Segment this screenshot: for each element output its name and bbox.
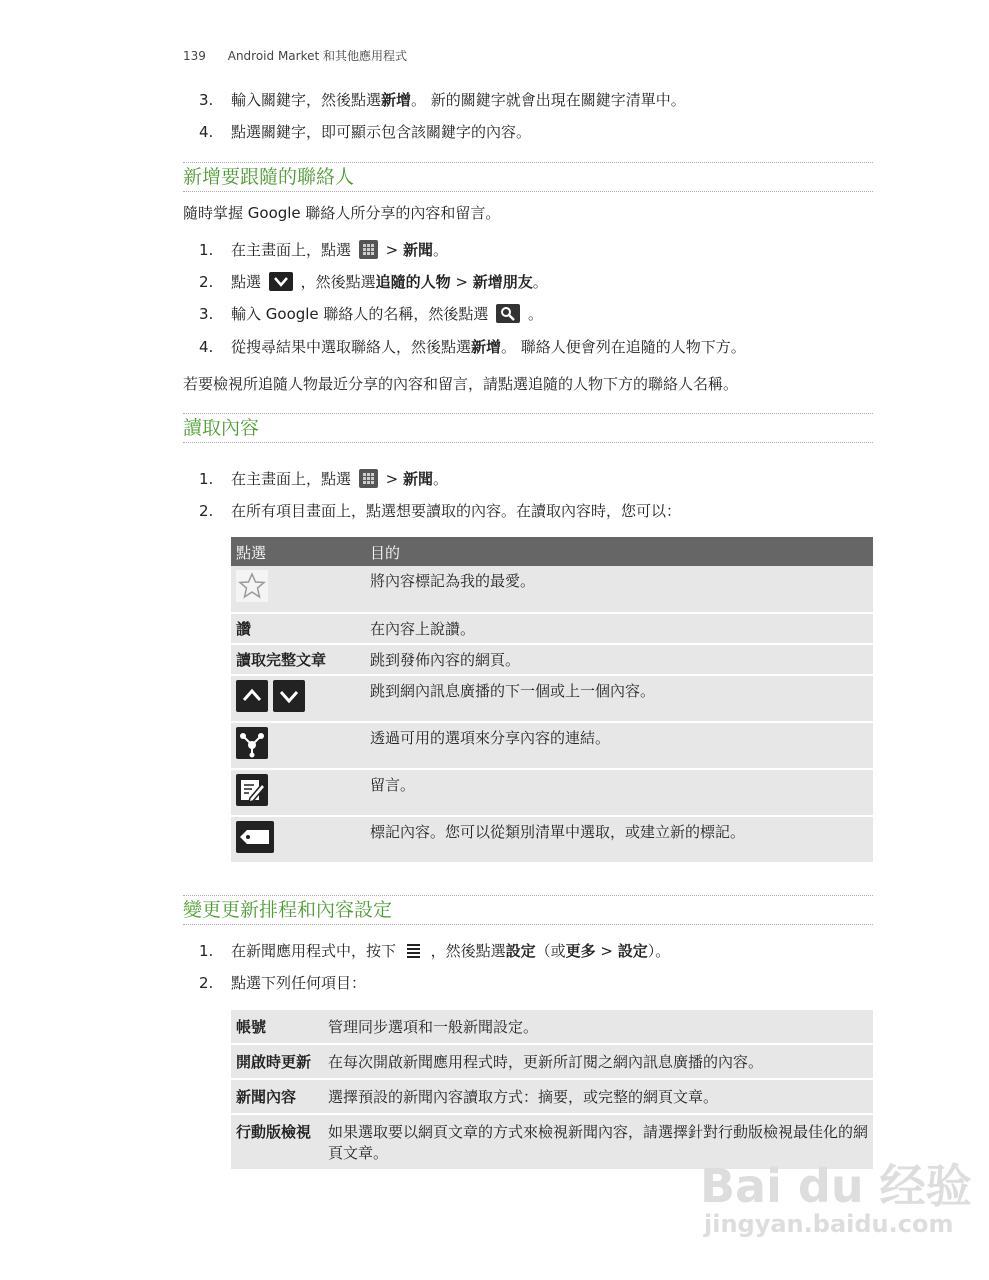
list-item: 1. 在新聞應用程式中，按下 ，然後點選設定（或更多 > 設定）。 [199, 942, 671, 960]
list-item: 1. 在主畫面上，點選 > 新聞。 [199, 470, 448, 488]
section-heading [183, 162, 873, 192]
table-row: 讚 在內容上說讚。 [231, 613, 873, 644]
apps-grid-icon [359, 469, 378, 488]
dropdown-icon [269, 272, 293, 291]
watermark-url: jingyan.baidu.com [704, 1210, 954, 1238]
list-item: 2. 在所有項目畫面上，點選想要讀取的內容。在讀取內容時，您可以： [199, 502, 682, 520]
list-item: 4. 從搜尋結果中選取聯絡人，然後點選新增。 聯絡人便會列在追隨的人物下方。 [199, 338, 746, 356]
section-heading [183, 413, 873, 443]
list-item: 1. 在主畫面上，點選 > 新聞。 [199, 241, 448, 259]
table-row: 開啟時更新 在每次開啟新聞應用程式時，更新所訂閱之網內訊息廣播的內容。 [231, 1044, 873, 1079]
section-title: 讀取內容 [183, 417, 260, 439]
comment-icon [236, 774, 268, 806]
table-row: 留言。 [231, 769, 873, 816]
table-row: 新聞內容 選擇預設的新聞內容讀取方式：摘要，或完整的網頁文章。 [231, 1079, 873, 1114]
chevron-down-icon [273, 680, 305, 712]
watermark-logo: Bai du 经验 [700, 1159, 972, 1213]
menu-icon [404, 941, 423, 960]
table-row: 標記內容。您可以從類別清單中選取，或建立新的標記。 [231, 816, 873, 863]
chapter-title: Android Market 和其他應用程式 [227, 49, 408, 63]
tap-actions-table [231, 537, 873, 864]
search-icon [496, 304, 520, 323]
column-header: 目的 [365, 537, 873, 566]
page-header [183, 47, 407, 64]
table-row: 跳到網內訊息廣播的下一個或上一個內容。 [231, 675, 873, 722]
list-item: 3. 輸入 Google 聯絡人的名稱，然後點選 。 [199, 305, 544, 323]
star-icon [236, 570, 268, 602]
list-item: 2. 點選下列任何項目： [199, 974, 367, 992]
list-item: 2. 點選 ，然後點選追隨的人物 > 新增朋友。 [199, 273, 548, 291]
table-header-row [231, 537, 873, 566]
table-row: 帳號 管理同步選項和一般新聞設定。 [231, 1010, 873, 1044]
table-row: 透過可用的選項來分享內容的連結。 [231, 722, 873, 769]
section-title: 新增要跟隨的聯絡人 [183, 166, 355, 188]
table-row: 讀取完整文章 跳到發佈內容的網頁。 [231, 644, 873, 675]
table-row: 行動版檢視 如果選取要以網頁文章的方式來檢視新聞內容，請選擇針對行動版檢視最佳化的網頁文章。 [231, 1114, 873, 1170]
section-heading [183, 895, 873, 925]
paragraph: 隨時掌握 Google 聯絡人所分享的內容和留言。 [183, 204, 501, 222]
paragraph: 若要檢視所追隨人物最近分享的內容和留言，請點選追隨的人物下方的聯絡人名稱。 [183, 375, 739, 393]
list-item: 3. 輸入關鍵字，然後點選新增。 新的關鍵字就會出現在關鍵字清單中。 [199, 91, 686, 109]
apps-grid-icon [359, 240, 378, 259]
share-icon [236, 727, 268, 759]
table-row: 將內容標記為我的最愛。 [231, 566, 873, 613]
section-title: 變更更新排程和內容設定 [183, 899, 393, 921]
column-header: 點選 [231, 537, 365, 566]
tag-icon [236, 821, 274, 853]
chevron-up-icon [236, 680, 268, 712]
list-item: 4. 點選關鍵字，即可顯示包含該關鍵字的內容。 [199, 123, 532, 141]
page-number: 139 [183, 49, 206, 63]
settings-table [231, 1010, 873, 1171]
